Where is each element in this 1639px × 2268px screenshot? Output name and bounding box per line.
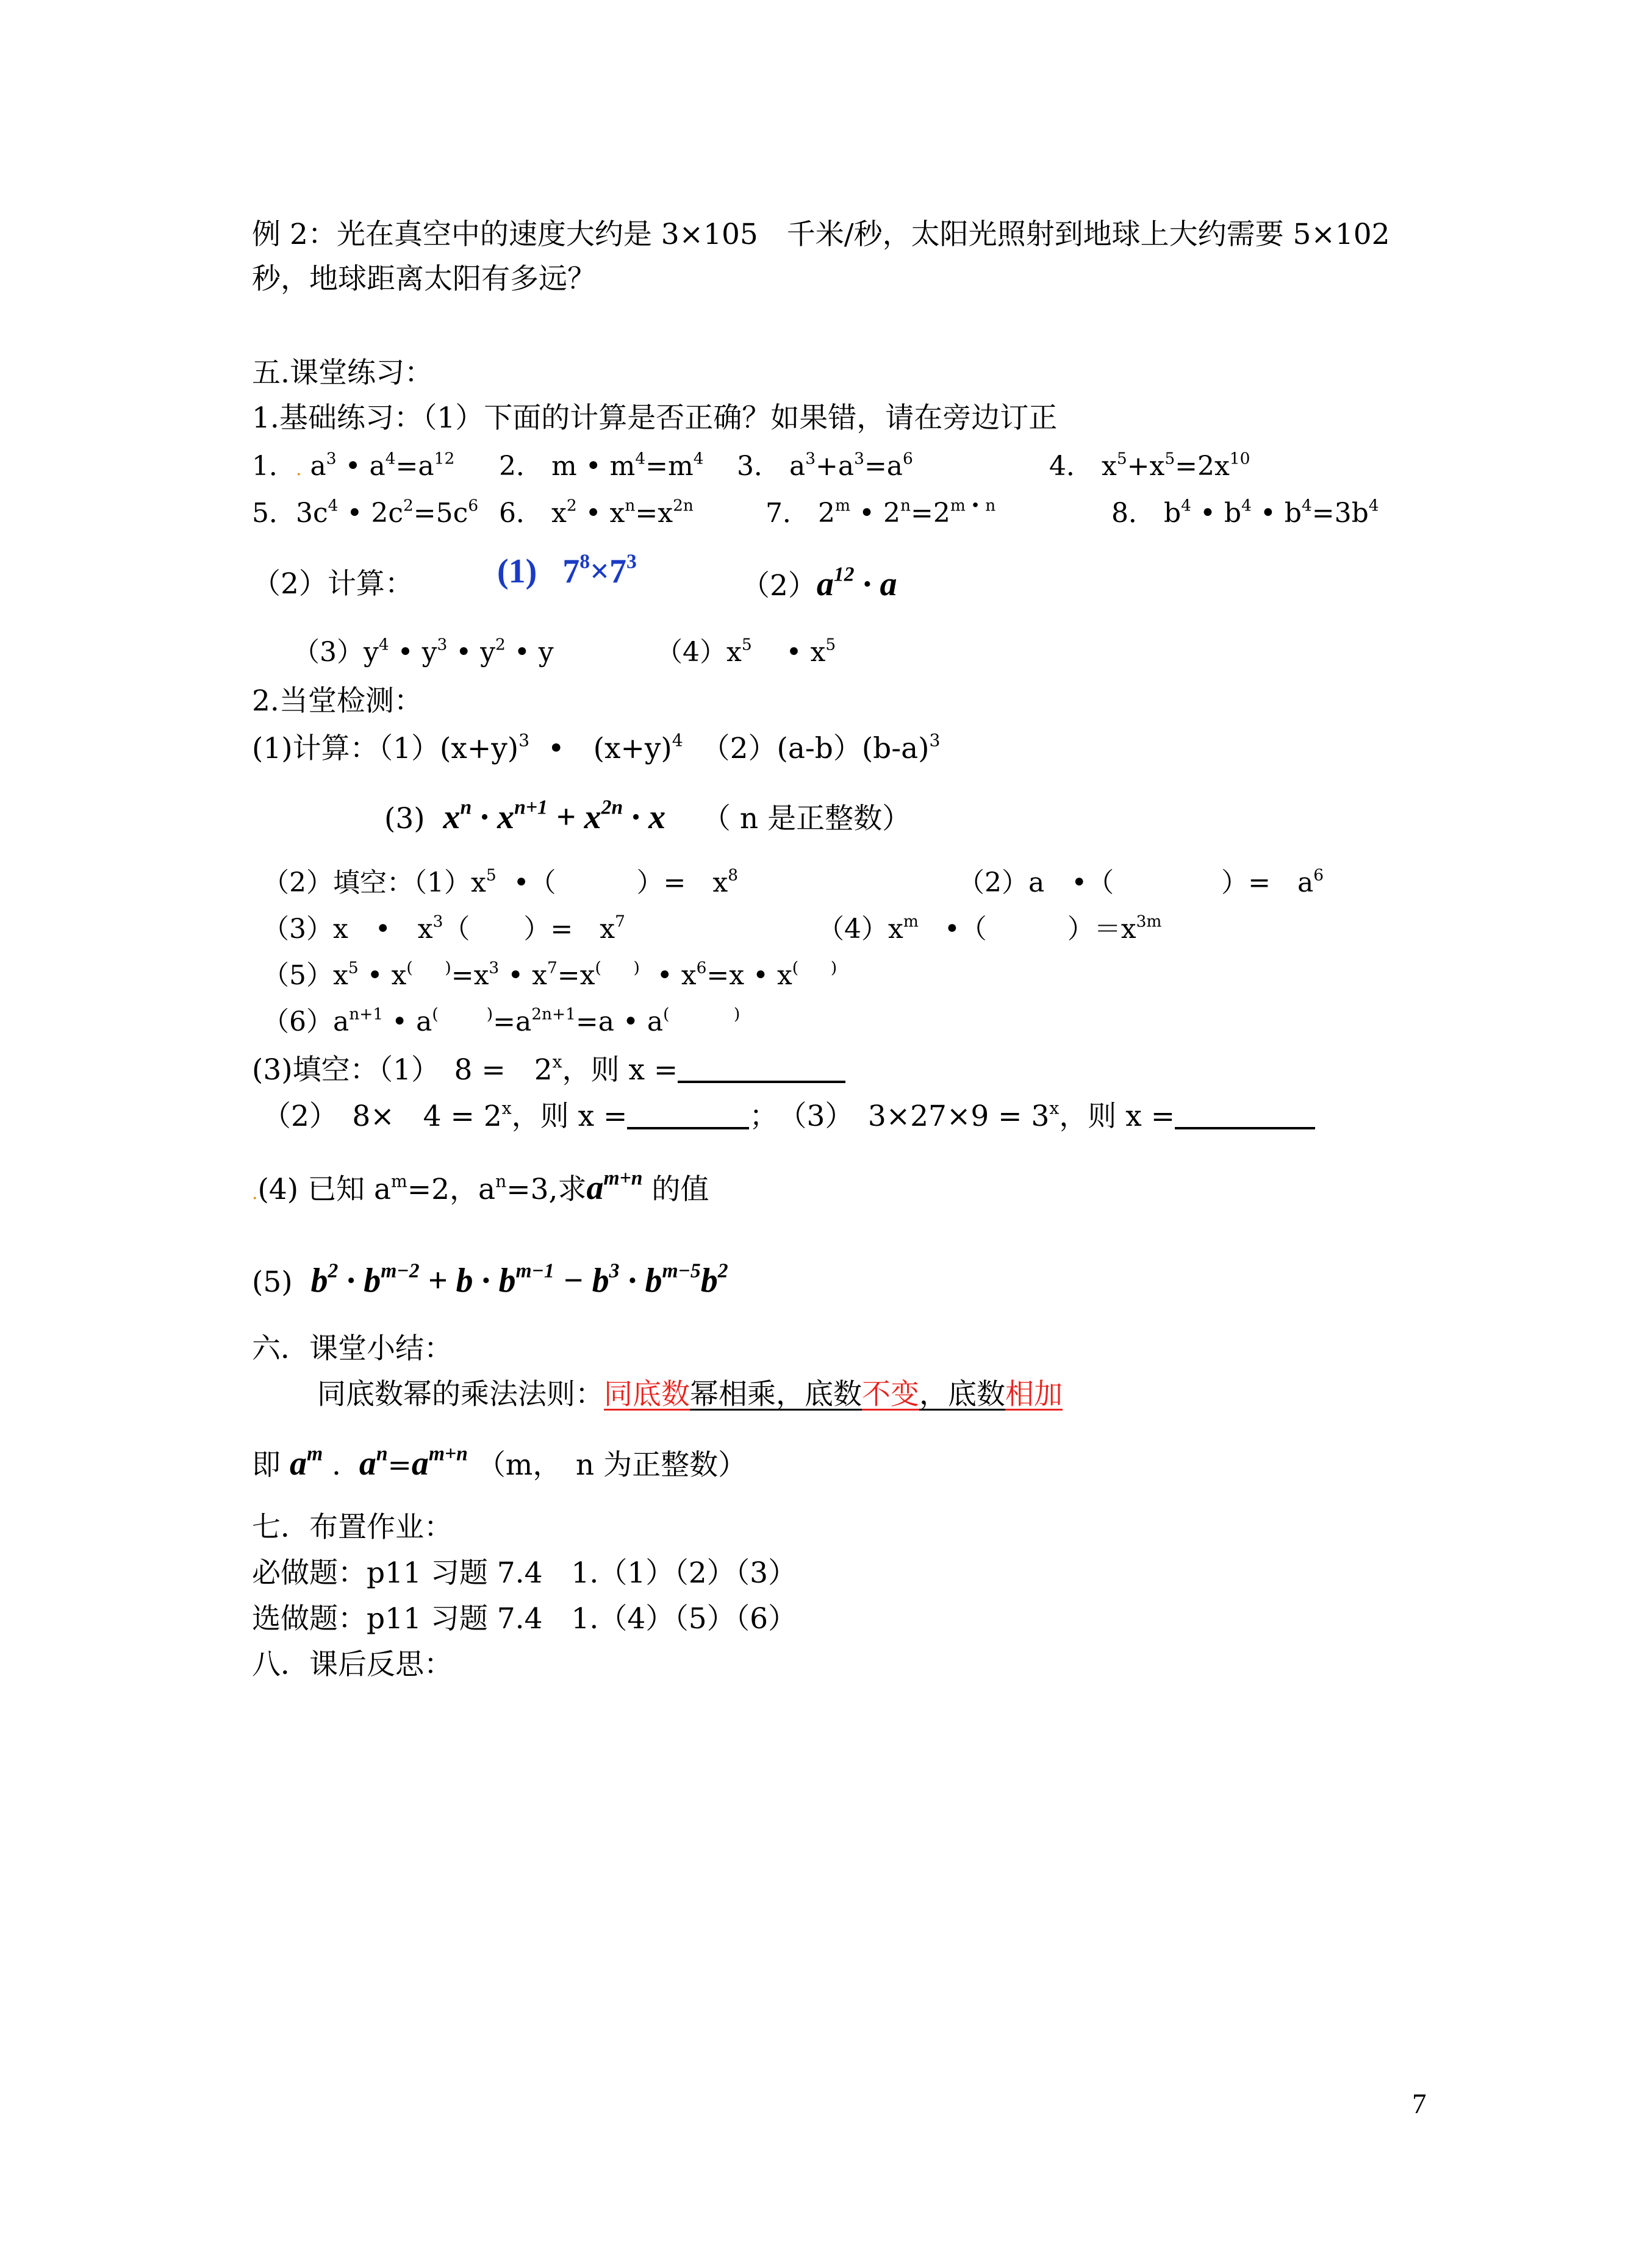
- calc-expr-1: (1) $7^8\times 7^3$: [497, 550, 637, 590]
- exercise-8: 8． $b^4$ • $b^4$ • $b^4=3b^4$: [1111, 496, 1379, 529]
- homework-optional: 选做题：p11 习题 7.4 1.（4）（5）（6）: [252, 1602, 797, 1636]
- answer-blank[interactable]: [1175, 1100, 1315, 1129]
- section-6-title: 六．课堂小结：: [252, 1332, 453, 1365]
- calc-label: （2）计算：: [252, 567, 414, 601]
- answer-blank[interactable]: [627, 1100, 749, 1129]
- exercise-3: 3． $a^3+a^3=a^6$: [737, 449, 913, 482]
- fill-1: （2）填空：$(1)x^5$ •（ ）= $x^8$: [262, 865, 739, 898]
- section-8-title: 八．课后反思：: [252, 1648, 453, 1681]
- exercise-4: 4． $x^5+x^5=2x^{10}$: [1049, 449, 1250, 482]
- exercise-7: 7． 2$^m$ • $2^n=2^{m • n}$: [766, 496, 996, 529]
- calc-expr-3: $(3)y^4$ • $y^3$ • $y^2$ • y: [293, 635, 554, 668]
- fill-6: $(6)a^{n+1}$ • $a^{( )}=a^{2n+1}=a$ • a( ): [262, 1004, 741, 1037]
- homework-required: 必做题：p11 习题 7.4 1.（1）（2）（3）: [252, 1556, 797, 1590]
- fill-4: $(4)x^m$ •（ ）$=x^{3m}$: [817, 912, 1162, 945]
- check-calc-line: (1)计算：$(1)(x+y)^3$ • $(x+y)^4$ $(2)(a-b)(b-a)^3$: [252, 730, 941, 765]
- fill-3: （3）x • $x^3$（ ）= $x^7$: [262, 912, 625, 945]
- example-2-line-2: 秒，地球距离太阳有多远？: [252, 262, 596, 296]
- rule-formula: 即 $a^m$ . $a^n=a^{m+n}$ （m， n 为正整数）: [252, 1442, 747, 1483]
- question-5: (5) $b^2 \cdot b^{m-2} + b \cdot b^{m-1} - b^3 \cdot b^{m-5}b^2$: [252, 1259, 728, 1300]
- multiplication-rule: 同底数幂的乘法法则：同底数幂相乘，底数不变，底数相加: [317, 1378, 1063, 1411]
- calc-expr-4: $(4)x^5$ • $x^5$: [656, 635, 836, 668]
- basic-practice-intro: 1.基础练习：（1）下面的计算是否正确？如果错，请在旁边订正: [252, 401, 1058, 435]
- check-calc-3: (3) $x^n \cdot x^{n+1} + x^{2n} \cdot x$ （ n 是正整数）: [384, 796, 911, 836]
- exercise-2: 2． m • $m^4=m^4$: [499, 449, 704, 482]
- section-5-title: 五.课堂练习：: [252, 356, 433, 390]
- page-number: 7: [1412, 2088, 1427, 2120]
- exercise-6: 6． $x^2$ • $x^n=x^{2n}$: [499, 496, 694, 529]
- fill-exp-2: （2） 8× $4 = 2^x$，则 x = ； （3） $3\times 27\times 9 = 3^x$，则 x =: [262, 1098, 1315, 1135]
- calc-expr-2: $(2)a^{12} \cdot a$: [741, 563, 897, 603]
- example-2-line-1: 例 2：光在真空中的速度大约是 3×105 千米/秒，太阳光照射到地球上大约需要 5×102: [252, 218, 1390, 251]
- exercise-5: 5．$3c^4$ • $2c^2=5c^6$: [252, 496, 479, 529]
- section-7-title: 七．布置作业：: [252, 1511, 453, 1544]
- question-4: .(4) 已知 $a^m=2$，$a^n=3$,求$a^{m+n}$ 的值: [252, 1167, 709, 1207]
- fill-5: $(5)x^5$ • $x^{( )}=x^3$ • $x^7=x^{( )}$ • $x^6=x$ • x( ): [262, 958, 837, 991]
- exercise-1: 1．. $a^3$ • $a^4=a^{12}$: [252, 449, 455, 482]
- check-title: 2.当堂检测：: [252, 684, 423, 718]
- exercise-row-1: [252, 448, 454, 488]
- fill-exp-1: (3)填空：（1） 8 = $2^x$，则 x =: [252, 1052, 845, 1089]
- answer-blank[interactable]: [678, 1054, 845, 1083]
- fill-2: （2）a •（ ）= $a^6$: [958, 865, 1324, 898]
